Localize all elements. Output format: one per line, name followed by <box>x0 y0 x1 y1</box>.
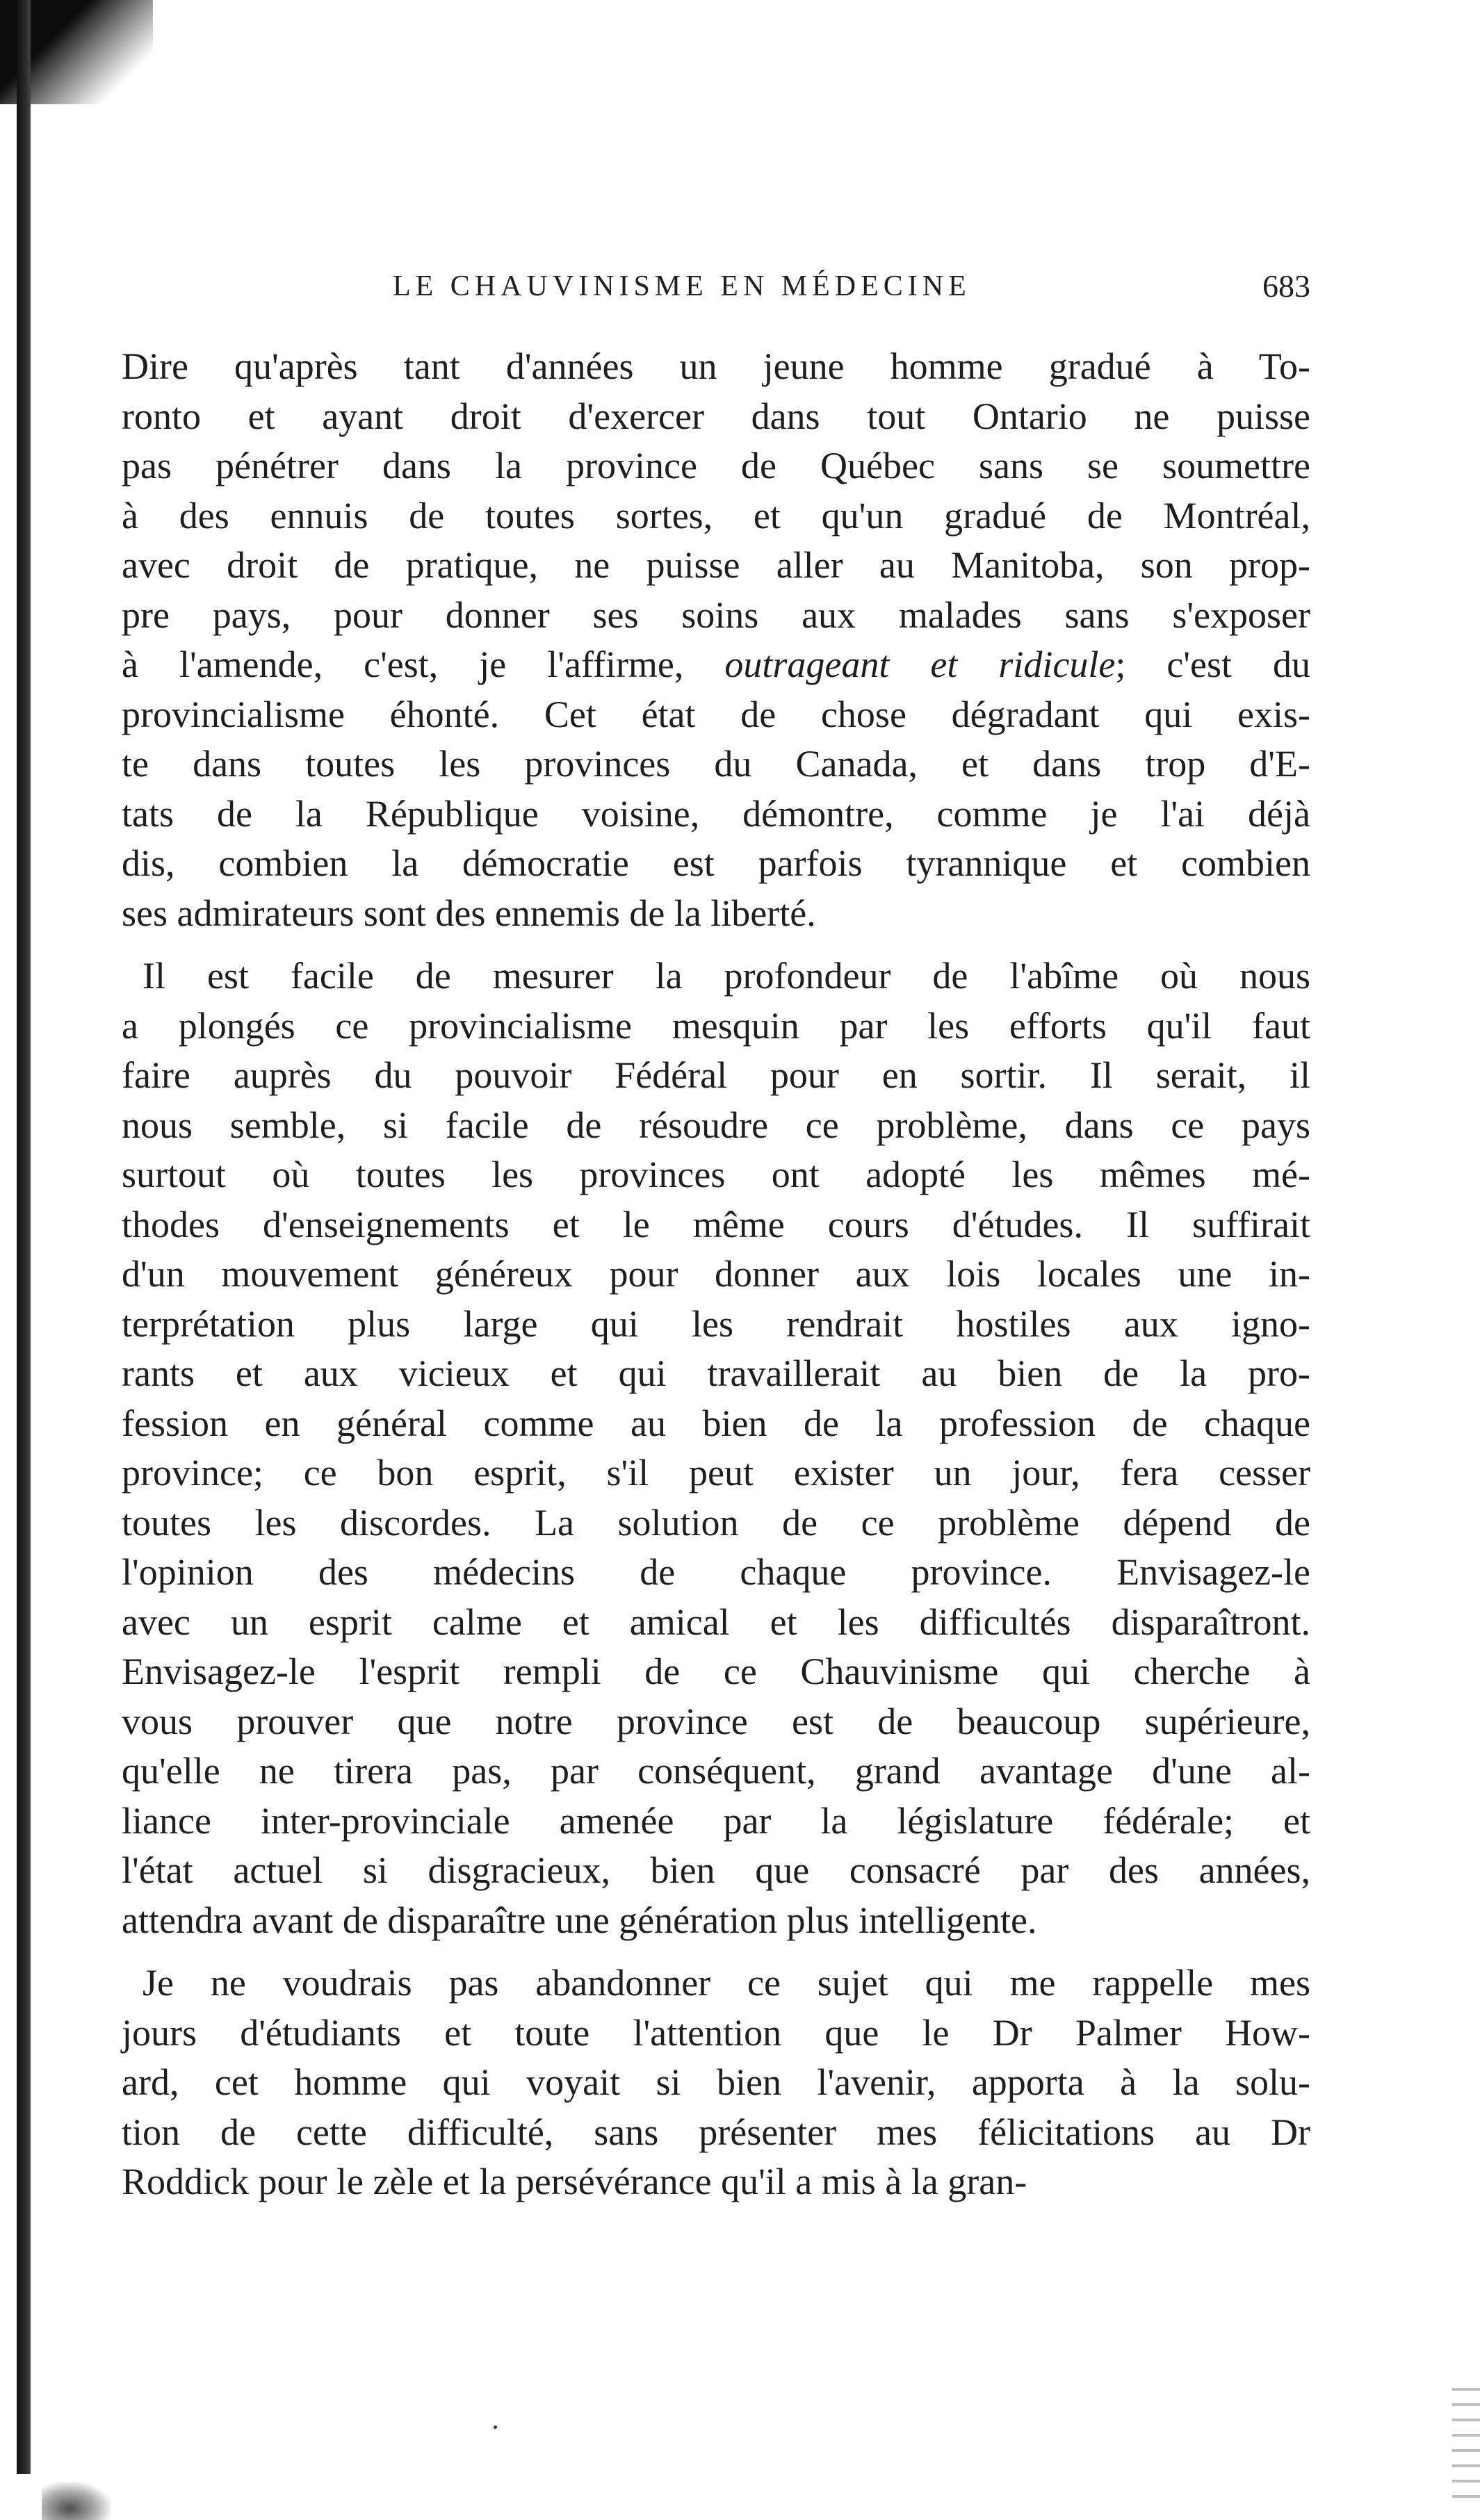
text-line: vous prouver que notre province est de beaucoup supérieure, <box>122 1700 1310 1742</box>
paragraph-3 <box>122 1958 1310 2207</box>
paragraph-2 <box>122 951 1310 1945</box>
paragraph-1 <box>122 342 1310 938</box>
text-line: faire auprès du pouvoir Fédéral pour en sortir. Il serait, il <box>122 1054 1310 1096</box>
text-line: l'opinion des médecins de chaque province. Envisagez-le <box>122 1551 1310 1593</box>
text-line: jours d'étudiants et toute l'attention que le Dr Palmer How- <box>122 2011 1310 2054</box>
text-line: pre pays, pour donner ses soins aux malades sans s'exposer <box>122 594 1310 636</box>
text-line: attendra avant de disparaître une génération plus intelligente. <box>122 1899 1037 1941</box>
scan-smudge-bottom-left <box>42 2482 111 2520</box>
text-line: à l'amende, c'est, je l'affirme, outrageant et ridicule; c'est du <box>122 644 1311 685</box>
text-line: l'état actuel si disgracieux, bien que consacré par des années, <box>122 1849 1310 1891</box>
page-number: 683 <box>1262 268 1310 304</box>
running-title: LE CHAUVINISME EN MÉDECINE <box>393 270 971 302</box>
text-line: province; ce bon esprit, s'il peut exister un jour, fera cesser <box>122 1452 1310 1494</box>
text-line: tats de la République voisine, démontre, comme je l'ai déjà <box>122 792 1310 835</box>
body-text <box>122 342 1310 2207</box>
scan-dot <box>494 2425 497 2429</box>
text-line: ard, cet homme qui voyait si bien l'avenir, apporta à la solu- <box>122 2061 1310 2103</box>
text-line: provincialisme éhonté. Cet état de chose dégradant qui exis- <box>122 693 1310 735</box>
text-line: Roddick pour le zèle et la persévérance qu'il a mis à la gran- <box>122 2161 1027 2202</box>
text-line: a plongés ce provincialisme mesquin par les efforts qu'il faut <box>122 1004 1310 1047</box>
text-line: thodes d'enseignements et le même cours d'études. Il suffirait <box>122 1203 1310 1245</box>
text-line: rants et aux vicieux et qui travaillerait au bien de la pro- <box>122 1352 1310 1394</box>
text-line: fession en général comme au bien de la profession de chaque <box>122 1402 1310 1444</box>
text-line: qu'elle ne tirera pas, par conséquent, grand avantage d'une al- <box>122 1750 1310 1792</box>
running-head <box>122 265 1310 307</box>
scan-specks-right-edge <box>1452 2388 1480 2499</box>
text-line: Je ne voudrais pas abandonner ce sujet qui me rappelle mes <box>143 1962 1310 2004</box>
text-line: Dire qu'après tant d'années un jeune homme gradué à To- <box>122 345 1310 387</box>
text-line: à des ennuis de toutes sortes, et qu'un gradué de Montréal, <box>122 494 1310 537</box>
text-line: Envisagez-le l'esprit rempli de ce Chauvinisme qui cherche à <box>122 1651 1310 1692</box>
text-line: toutes les discordes. La solution de ce problème dépend de <box>122 1501 1310 1544</box>
book-spine-shadow <box>17 0 31 2474</box>
text-line: te dans toutes les provinces du Canada, et dans trop d'E- <box>122 743 1310 785</box>
text-line: d'un mouvement généreux pour donner aux lois locales une in- <box>122 1253 1310 1295</box>
text-line: ses admirateurs sont des ennemis de la liberté. <box>122 892 816 934</box>
text-line: liance inter-provinciale amenée par la législature fédérale; et <box>122 1799 1310 1842</box>
text-line: tion de cette difficulté, sans présenter mes félicitations au Dr <box>122 2111 1310 2153</box>
text-line: Il est facile de mesurer la profondeur de l'abîme où nous <box>143 955 1310 997</box>
text-line: pas pénétrer dans la province de Québec sans se soumettre <box>122 445 1310 486</box>
text-line: surtout où toutes les provinces ont adopté les mêmes mé- <box>122 1154 1310 1195</box>
text-line: avec un esprit calme et amical et les difficultés disparaîtront. <box>122 1601 1310 1643</box>
text-line: ronto et ayant droit d'exercer dans tout Ontario ne puisse <box>122 395 1310 437</box>
text-line: nous semble, si facile de résoudre ce problème, dans ce pays <box>122 1104 1310 1146</box>
italic-emphasis: outrageant et ridicule <box>724 644 1116 685</box>
text-line: dis, combien la démocratie est parfois tyrannique et combien <box>122 842 1310 884</box>
text-line: avec droit de pratique, ne puisse aller au Manitoba, son prop- <box>122 544 1310 586</box>
text-line: terprétation plus large qui les rendrait hostiles aux igno- <box>122 1302 1310 1345</box>
